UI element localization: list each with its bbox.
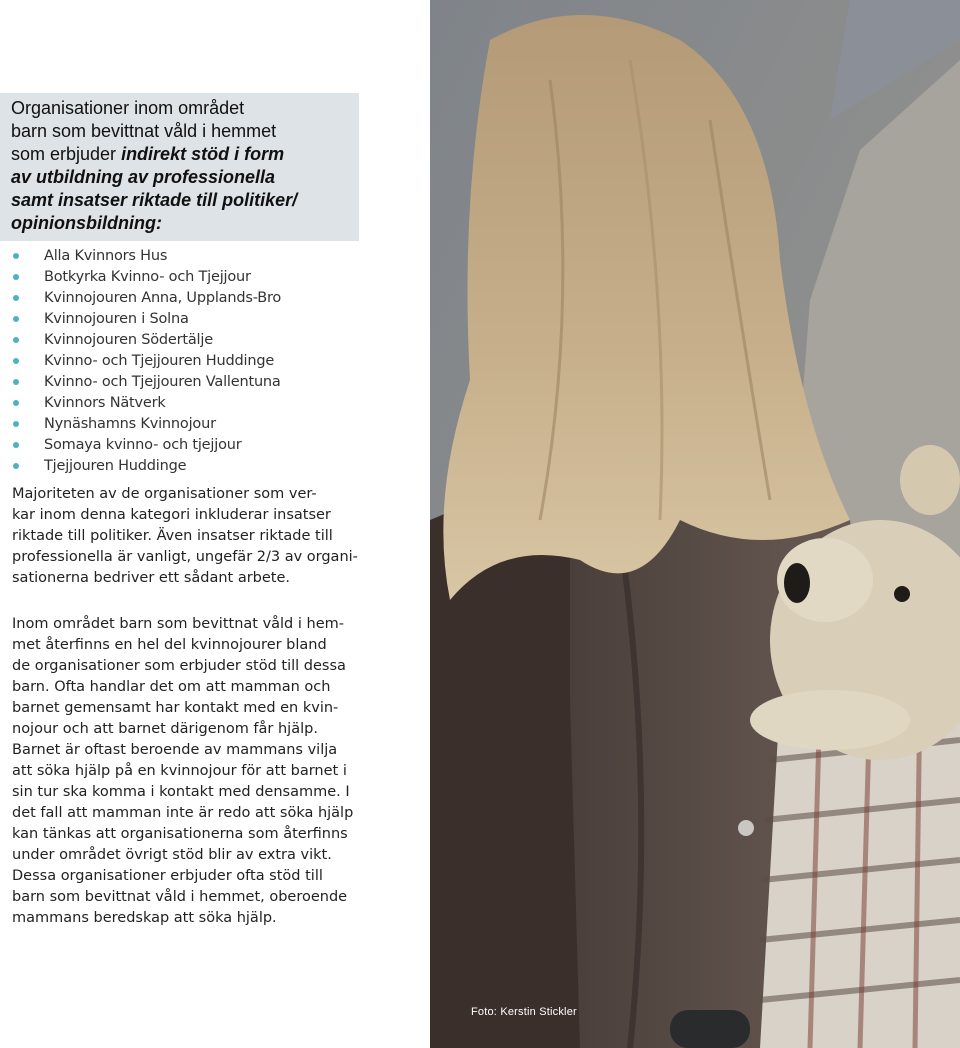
text-line: nojour och att barnet därigenom får hjälp.: [12, 721, 318, 737]
photo-illustration: [430, 0, 960, 1048]
heading-line: Organisationer inom området: [11, 98, 245, 118]
list-item-label: Kvinnors Nätverk: [44, 395, 166, 411]
text-column: [0, 0, 430, 1048]
list-item-label: Alla Kvinnors Hus: [44, 248, 168, 264]
bullet-icon: [13, 379, 19, 385]
bullet-icon: [13, 442, 19, 448]
body-paragraph: [12, 484, 362, 589]
bullet-icon: [13, 337, 19, 343]
text-line: met återfinns en hel del kvinnojourer bland: [12, 637, 327, 653]
text-line: kar inom denna kategori inkluderar insatser: [12, 507, 331, 523]
text-line: att söka hjälp på en kvinnojour för att barnet i: [12, 763, 347, 779]
bullet-icon: [13, 274, 19, 280]
heading-emphasis: av utbildning av professionella: [11, 167, 276, 187]
text-line: barnet gemensamt har kontakt med en kvin-: [12, 700, 339, 716]
list-item: [12, 393, 281, 414]
list-item-label: Kvinnojouren Södertälje: [44, 332, 213, 348]
list-item-label: Kvinno- och Tjejjouren Huddinge: [44, 353, 275, 369]
text-line: mammans beredskap att söka hjälp.: [12, 910, 277, 926]
photo-credit: Foto: Kerstin Stickler: [471, 1006, 577, 1018]
list-item-label: Kvinno- och Tjejjouren Vallentuna: [44, 374, 281, 390]
heading-emphasis: opinionsbildning:: [11, 213, 162, 233]
list-item-label: Kvinnojouren i Solna: [44, 311, 189, 327]
list-item: [12, 456, 281, 477]
list-item-label: Botkyrka Kvinno- och Tjejjour: [44, 269, 251, 285]
text-line: Inom området barn som bevittnat våld i hem-: [12, 616, 344, 632]
text-line: Barnet är oftast beroende av mammans vilja: [12, 742, 338, 758]
text-line: Dessa organisationer erbjuder ofta stöd till: [12, 868, 323, 884]
text-line: sin tur ska komma i kontakt med densamme. I: [12, 784, 350, 800]
text-line: sationerna bedriver ett sådant arbete.: [12, 570, 291, 586]
photo-girl-with-backpack: [430, 0, 960, 1048]
bullet-icon: [13, 400, 19, 406]
bullet-icon: [13, 463, 19, 469]
list-item-label: Nynäshamns Kvinnojour: [44, 416, 216, 432]
list-item-label: Tjejjouren Huddinge: [44, 458, 187, 474]
heading-box: [0, 93, 359, 241]
bullet-icon: [13, 295, 19, 301]
section-heading: [0, 93, 359, 235]
list-item: [12, 351, 281, 372]
text-line: riktade till politiker. Även insatser riktade till: [12, 528, 333, 544]
heading-emphasis: samt insatser riktade till politiker/: [11, 190, 298, 210]
list-item: [12, 372, 281, 393]
list-item: [12, 288, 281, 309]
text-line: de organisationer som erbjuder stöd till dessa: [12, 658, 346, 674]
text-line: professionella är vanligt, ungefär 2/3 av organi-: [12, 549, 358, 565]
text-line: kan tänkas att organisationerna som återfinns: [12, 826, 348, 842]
text-line: under området övrigt stöd blir av extra vikt.: [12, 847, 332, 863]
list-item-label: Somaya kvinno- och tjejjour: [44, 437, 242, 453]
text-line: barn. Ofta handlar det om att mamman och: [12, 679, 331, 695]
bullet-icon: [13, 421, 19, 427]
list-item: [12, 246, 281, 267]
text-line: barn som bevittnat våld i hemmet, oberoende: [12, 889, 348, 905]
list-item-label: Kvinnojouren Anna, Upplands-Bro: [44, 290, 282, 306]
heading-emphasis: indirekt stöd i form: [121, 144, 285, 164]
list-item: [12, 414, 281, 435]
text-line: det fall att mamman inte är redo att söka hjälp: [12, 805, 354, 821]
heading-line: som erbjuder: [11, 144, 122, 164]
teddy-nose: [784, 563, 810, 603]
bullet-icon: [13, 253, 19, 259]
list-item: [12, 309, 281, 330]
body-paragraph: [12, 614, 362, 929]
bullet-icon: [13, 316, 19, 322]
organisation-list: [12, 246, 281, 477]
list-item: [12, 267, 281, 288]
heading-line: barn som bevittnat våld i hemmet: [11, 121, 277, 141]
text-line: Majoriteten av de organisationer som ver-: [12, 486, 317, 502]
bullet-icon: [13, 358, 19, 364]
list-item: [12, 330, 281, 351]
list-item: [12, 435, 281, 456]
